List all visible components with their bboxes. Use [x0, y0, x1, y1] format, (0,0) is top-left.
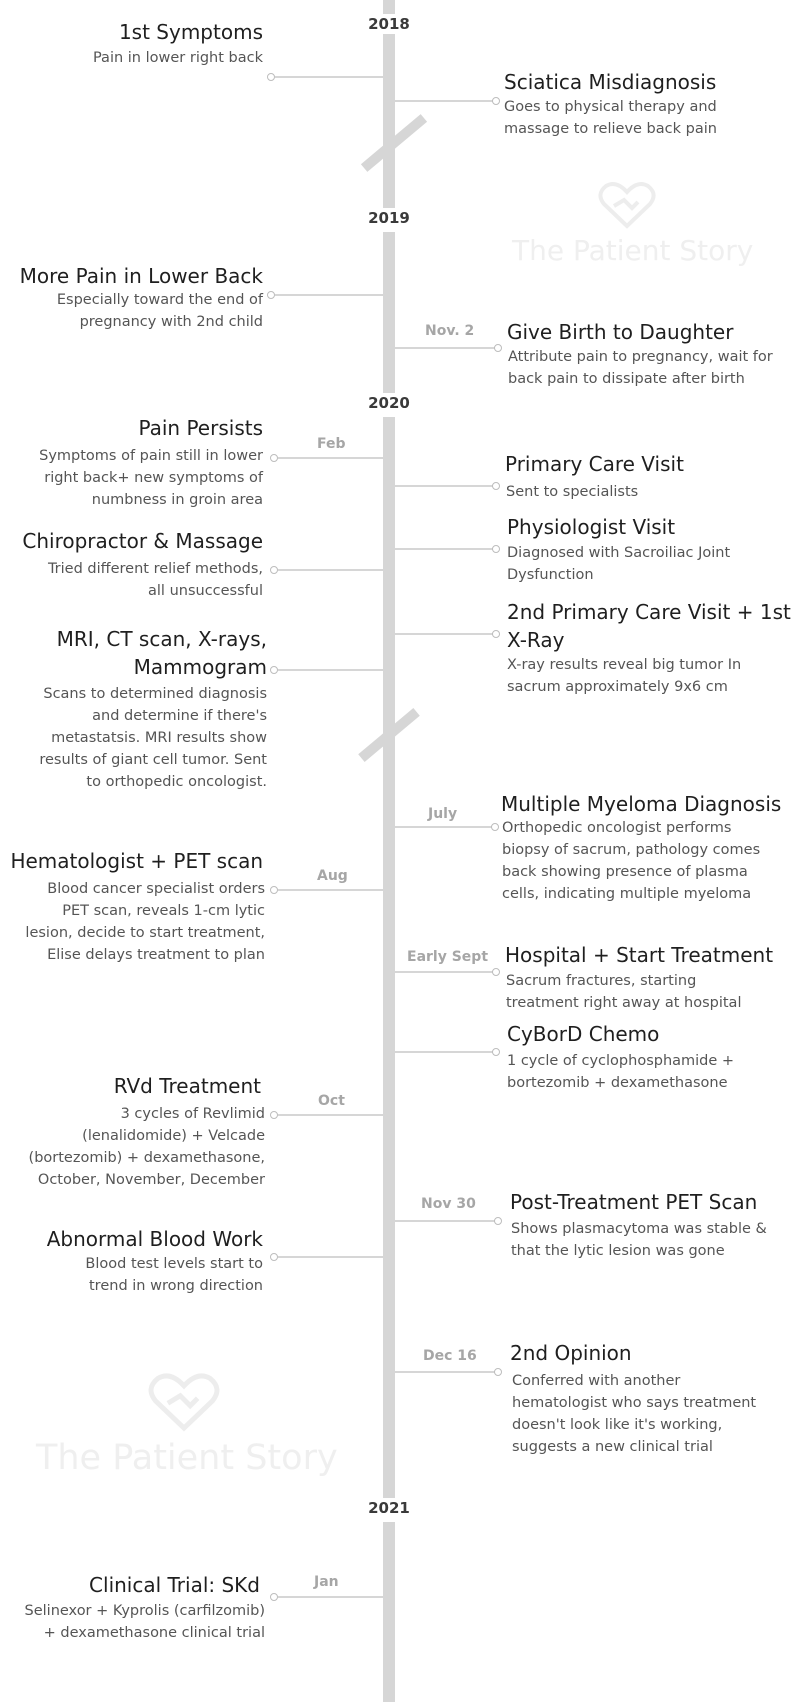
connector-dot [492, 1048, 500, 1056]
event-desc: bortezomib + dexamethasone [507, 1075, 728, 1091]
event-title: Hematologist + PET scan [10, 849, 263, 873]
event-desc: 1 cycle of cyclophosphamide + [507, 1053, 735, 1069]
event-title: Chiropractor & Massage [22, 529, 263, 553]
connector-dot [267, 73, 275, 81]
event-desc: Especially toward the end of [56, 292, 263, 308]
event-desc: results of giant cell tumor. Sent [39, 752, 267, 768]
connector-line [395, 1371, 495, 1373]
event-desc: (bortezomib) + dexamethasone, [28, 1150, 265, 1166]
connector-line [275, 76, 385, 78]
event-date: Jan [314, 1574, 339, 1590]
event-desc: Tried different relief methods, [47, 561, 263, 577]
event-desc: doesn't look like it's working, [512, 1417, 723, 1433]
event-date: Feb [317, 436, 346, 452]
event-date: Nov 30 [421, 1196, 476, 1212]
event-desc: X-ray results reveal big tumor In [507, 657, 742, 673]
connector-dot [270, 886, 278, 894]
event-desc: (lenalidomide) + Velcade [82, 1128, 265, 1144]
timeline-axis [383, 0, 395, 1702]
connector-dot [492, 482, 500, 490]
connector-dot [494, 344, 502, 352]
event-desc: all unsuccessful [148, 583, 263, 599]
connector-dot [494, 1368, 502, 1376]
event-desc: Dysfunction [507, 567, 594, 583]
event-desc: Shows plasmacytoma was stable & [511, 1221, 767, 1237]
event-desc: Diagnosed with Sacroiliac Joint [507, 545, 731, 561]
event-title: 2nd Primary Care Visit + 1st [507, 600, 791, 624]
event-desc: suggests a new clinical trial [512, 1439, 713, 1455]
event-desc: and determine if there's [92, 708, 267, 724]
event-desc: Sent to specialists [506, 484, 639, 500]
event-title: X-Ray [507, 628, 565, 652]
event-desc: treatment right away at hospital [506, 995, 742, 1011]
event-desc: hematologist who says treatment [512, 1395, 757, 1411]
connector-dot [270, 666, 278, 674]
event-title: Physiologist Visit [507, 515, 676, 539]
connector-dot [492, 97, 500, 105]
event-desc: Orthopedic oncologist performs [502, 820, 732, 836]
event-title: CyBorD Chemo [507, 1022, 660, 1046]
connector-line [278, 889, 385, 891]
event-desc: October, November, December [37, 1172, 265, 1188]
event-title: 1st Symptoms [118, 20, 263, 44]
event-desc: Blood test levels start to [85, 1256, 263, 1272]
connector-line [395, 633, 493, 635]
year-2021: 2021 [359, 1498, 419, 1522]
event-desc: Scans to determined diagnosis [43, 686, 267, 702]
connector-line [395, 1220, 495, 1222]
event-desc: that the lytic lesion was gone [511, 1243, 725, 1259]
event-title: Give Birth to Daughter [507, 320, 734, 344]
event-desc: Attribute pain to pregnancy, wait for [508, 349, 773, 365]
connector-line [395, 826, 493, 828]
event-desc: Blood cancer specialist orders [47, 881, 265, 897]
connector-line [278, 669, 385, 671]
event-desc: 3 cycles of Revlimid [120, 1106, 265, 1122]
connector-dot [492, 968, 500, 976]
handshake-heart-icon [598, 180, 656, 230]
event-desc: + dexamethasone clinical trial [43, 1625, 265, 1641]
event-date: Aug [317, 868, 348, 884]
event-title: MRI, CT scan, X-rays, [56, 627, 267, 651]
watermark-text: The Patient Story [512, 234, 754, 267]
connector-dot [270, 1253, 278, 1261]
connector-line [395, 548, 493, 550]
event-title: Multiple Myeloma Diagnosis [501, 792, 782, 816]
event-desc: pregnancy with 2nd child [79, 314, 263, 330]
event-desc: PET scan, reveals 1-cm lytic [62, 903, 265, 919]
connector-dot [267, 291, 275, 299]
connector-line [395, 971, 493, 973]
connector-dot [492, 545, 500, 553]
event-desc: massage to relieve back pain [504, 121, 717, 137]
event-title: 2nd Opinion [510, 1341, 632, 1365]
event-desc: trend in wrong direction [89, 1278, 263, 1294]
event-desc: biopsy of sacrum, pathology comes [502, 842, 761, 858]
year-2018: 2018 [359, 14, 419, 34]
handshake-heart-icon [148, 1370, 220, 1434]
event-desc: Conferred with another [512, 1373, 681, 1389]
event-title: Abnormal Blood Work [46, 1227, 263, 1251]
event-title: Mammogram [133, 655, 267, 679]
connector-line [278, 1596, 385, 1598]
event-title: Pain Persists [138, 416, 263, 440]
connector-line [278, 1114, 385, 1116]
event-desc: back pain to dissipate after birth [508, 371, 745, 387]
event-title: Post-Treatment PET Scan [510, 1190, 758, 1214]
event-date: Oct [318, 1093, 345, 1109]
connector-dot [491, 823, 499, 831]
connector-dot [492, 630, 500, 638]
connector-line [395, 1051, 493, 1053]
event-date: Early Sept [407, 949, 489, 965]
event-desc: cells, indicating multiple myeloma [502, 886, 752, 902]
watermark [36, 1370, 338, 1478]
event-desc: numbness in groin area [91, 492, 263, 508]
event-desc: to orthopedic oncologist. [86, 774, 267, 790]
event-desc: Elise delays treatment to plan [47, 947, 265, 963]
connector-line [278, 457, 385, 459]
watermark-text: The Patient Story [36, 1438, 338, 1478]
event-desc: right back+ new symptoms of [44, 470, 263, 486]
event-desc: Pain in lower right back [92, 50, 263, 66]
connector-dot [270, 566, 278, 574]
connector-line [395, 485, 493, 487]
event-desc: Sacrum fractures, starting [506, 973, 697, 989]
connector-dot [270, 454, 278, 462]
event-desc: lesion, decide to start treatment, [25, 925, 265, 941]
event-title: Primary Care Visit [505, 452, 684, 476]
event-desc: Symptoms of pain still in lower [39, 448, 263, 464]
event-date: Dec 16 [423, 1348, 477, 1364]
event-title: Sciatica Misdiagnosis [504, 70, 717, 94]
connector-line [395, 100, 493, 102]
event-desc: sacrum approximately 9x6 cm [507, 679, 728, 695]
event-date: Nov. 2 [425, 323, 475, 339]
event-desc: back showing presence of plasma [502, 864, 748, 880]
watermark [512, 180, 754, 267]
year-2019: 2019 [359, 208, 419, 232]
connector-line [278, 569, 385, 571]
connector-line [275, 294, 385, 296]
connector-dot [494, 1217, 502, 1225]
event-title: Clinical Trial: SKd [89, 1573, 260, 1597]
event-title: RVd Treatment [113, 1074, 261, 1098]
event-date: July [428, 806, 458, 822]
event-desc: metastatsis. MRI results show [51, 730, 267, 746]
connector-line [278, 1256, 385, 1258]
connector-line [395, 347, 495, 349]
connector-dot [270, 1111, 278, 1119]
event-desc: Goes to physical therapy and [504, 99, 717, 115]
event-desc: Selinexor + Kyprolis (carfilzomib) [24, 1603, 265, 1619]
event-title: Hospital + Start Treatment [505, 943, 774, 967]
year-2020: 2020 [359, 393, 419, 417]
event-title: More Pain in Lower Back [19, 264, 263, 288]
connector-dot [270, 1593, 278, 1601]
